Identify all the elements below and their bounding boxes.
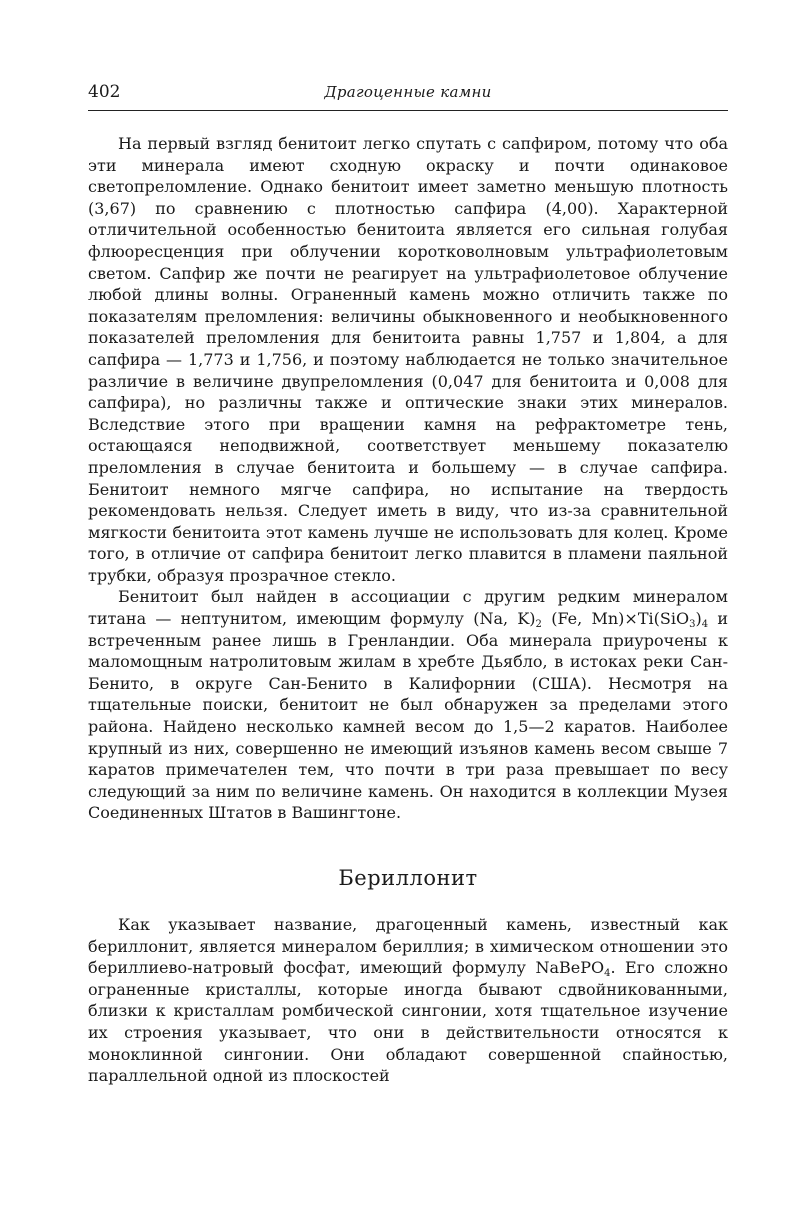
text-run: Как указывает название, драгоценный камень, известный как бериллонит, является минералом бериллия; в химическом отношении это бериллиево-натровый фосфат, имеющий формулу NaBePO xyxy=(88,915,728,978)
running-title: Драгоценные камни xyxy=(324,83,492,101)
subscript: 3 xyxy=(689,619,696,631)
text-run: ) xyxy=(695,609,702,629)
paragraph-beryllonite xyxy=(88,914,728,1087)
book-page xyxy=(88,82,728,1087)
subscript: 2 xyxy=(535,619,542,631)
text-run: . Его сложно ограненные кристаллы, которые иногда бывают сдвойникованными, близки к кристаллам ромбической сингонии, хотя тщательное изучение их строения указывает, что они в действительности относятся к моноклинной сингонии. Они обладают совершенной спайностью, параллельной одной из плоскостей xyxy=(88,958,728,1086)
text-run: Бенитоит был найден в ассоциации с другим редким минералом титана — нептунитом, имеющим формулу (Na, K) xyxy=(88,587,728,629)
subscript: 4 xyxy=(701,619,709,631)
section-heading: Бериллонит xyxy=(338,866,478,890)
paragraph-benitoite-occurrence xyxy=(88,586,728,824)
text-run: и встреченным ранее лишь в Гренландии. Оба минерала приурочены к маломощным натролитовым жилам в хребте Дьябло, в истоках реки Сан-Бенито, в округе Сан-Бенито в Калифорнии (США). Несмотря на тщательные поиски, бенитоит не был обнаружен за пределами этого района. Найдено несколько камней весом до 1,5—2 каратов. Наиболее крупный из них, совершенно не имеющий изъянов камень весом свыше 7 каратов примечателен тем, что почти в три раза превышает по весу следующий за ним по величине камень. Он находится в коллекции Музея Соединенных Штатов в Вашингтоне. xyxy=(88,609,728,823)
running-head xyxy=(88,82,728,111)
page-number: 402 xyxy=(88,82,121,102)
text-run: (Fe, Mn)×Ti(SiO xyxy=(541,609,690,629)
body-text xyxy=(88,133,728,1087)
subscript: 4 xyxy=(604,968,611,980)
paragraph-benitoite-identification: На первый взгляд бенитоит легко спутать с сапфиром, потому что оба эти минерала имеют сходную окраску и почти одинаковое светопреломление. Однако бенитоит имеет заметно меньшую плотность (3,67) по сравнению с плотностью сапфира (4,00). Характерной отличительной особенностью бенитоита является его сильная голубая флюоресценция при облучении коротковолновым ультрафиолетовым светом. Сапфир же почти не реагирует на ультрафиолетовое облучение любой длины волны. Ограненный камень можно отличить также по показателям преломления: величины обыкновенного и необыкновенного показателей преломления для бенитоита равны 1,757 и 1,804, а для сапфира — 1,773 и 1,756, и поэтому наблюдается не только значительное различие в величине двупреломления (0,047 для бенитоита и 0,008 для сапфира), но различны также и оптические знаки этих минералов. Вследствие этого при вращении камня на рефрактометре тень, остающаяся неподвижной, соответствует меньшему показателю преломления в случае бенитоита и большему — в случае сапфира. Бенитоит немного мягче сапфира, но испытание на твердость рекомендовать нельзя. Следует иметь в виду, что из-за сравнительной мягкости бенитоита этот камень лучше не использовать для колец. Кроме того, в отличие от сапфира бенитоит легко плавится в пламени паяльной трубки, образуя прозрачное стекло. xyxy=(88,134,728,585)
